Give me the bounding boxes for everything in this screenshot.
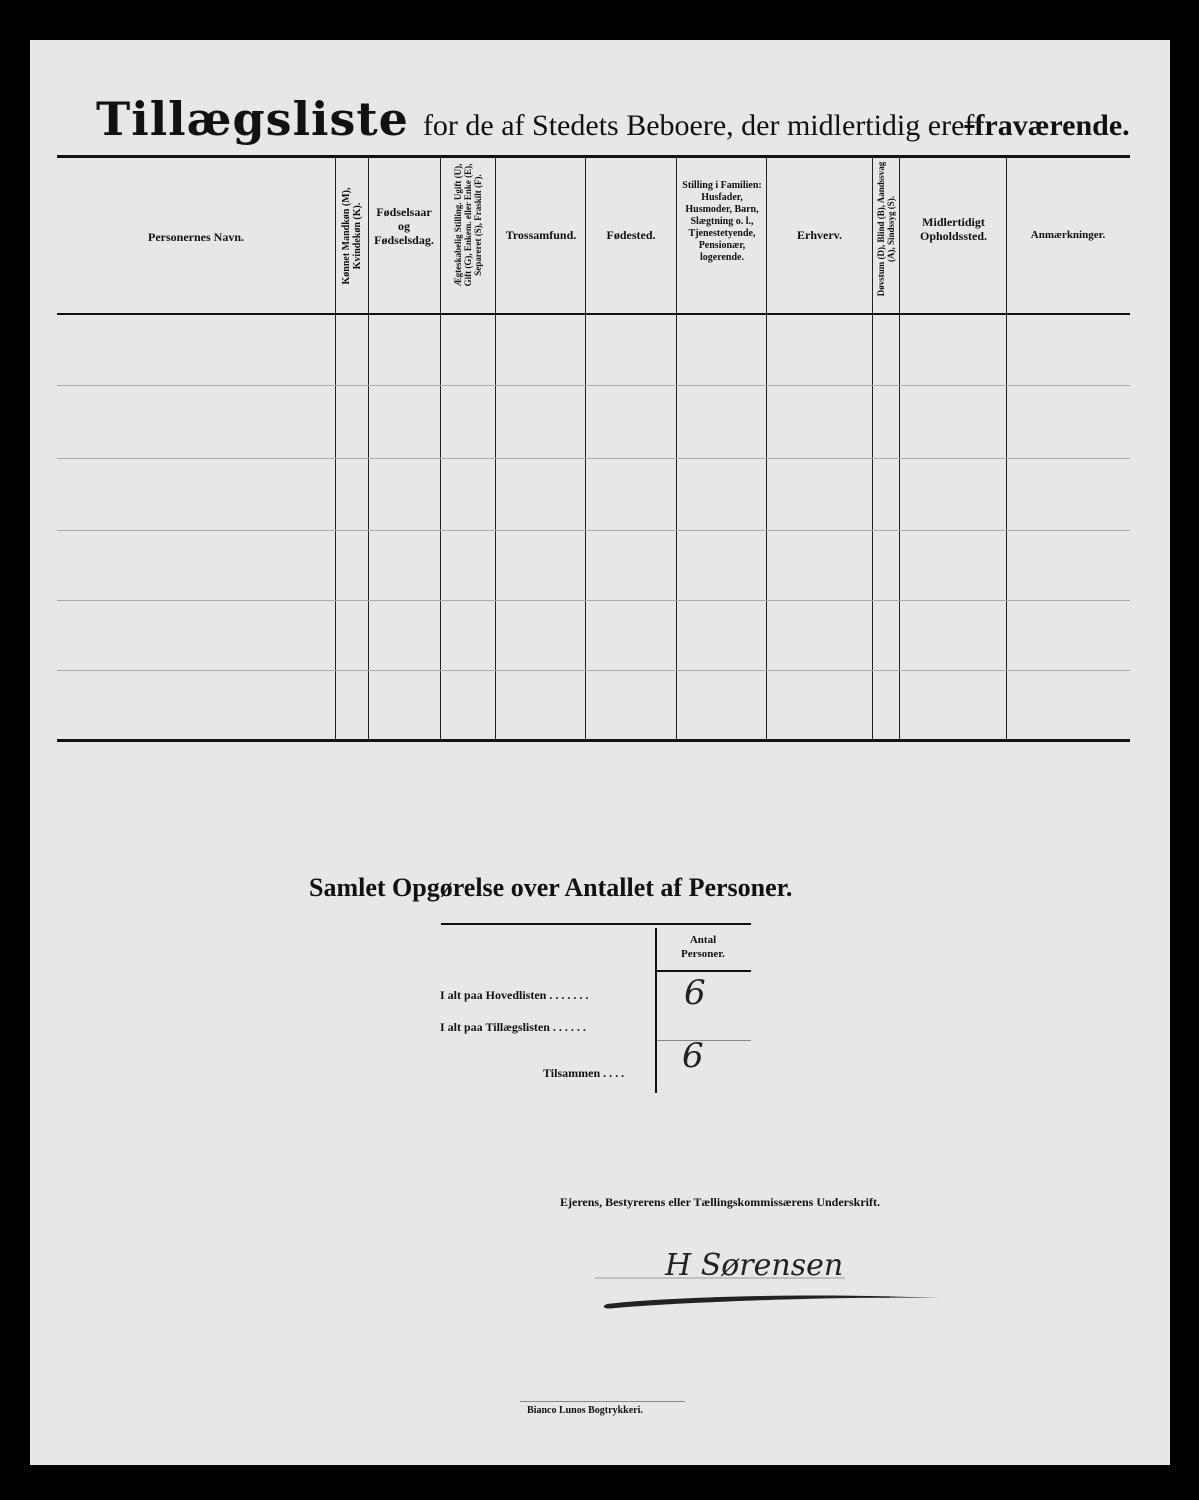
row-line (57, 458, 1130, 459)
title-end: fraværende. (974, 109, 1130, 142)
printer-rule (520, 1401, 685, 1402)
summary-title: Samlet Opgørelse over Antallet af Personer. (309, 873, 793, 902)
row-line (57, 670, 1130, 671)
header-occupation: Erhverv. (797, 228, 842, 242)
signature: H Sørensen (665, 1248, 844, 1283)
column-divider (368, 156, 369, 740)
column-divider (676, 156, 677, 740)
summary-divider (655, 928, 657, 1093)
summary-supplement-label: I alt paa Tillægslisten . . . . . . (440, 1020, 586, 1034)
summary-main-list-label: I alt paa Hovedlisten . . . . . . . (440, 988, 589, 1002)
row-line (57, 530, 1130, 531)
summary-top-rule (441, 923, 751, 925)
column-divider (872, 156, 873, 740)
row-line (57, 600, 1130, 601)
header-sex: Kønnet Mandkøn (M), Kvindekøn (K). (341, 187, 363, 285)
header-religion: Trossamfund. (505, 228, 577, 242)
title-main: Tillægsliste (96, 92, 409, 146)
column-divider (495, 156, 496, 740)
header-marital: Ægteskabelig Stilling. Ugift (U), Gift (G), Enkem. eller Enke (E), Separeret (S), Fraskilt (F). (453, 163, 483, 287)
table-bottom-rule (57, 739, 1130, 742)
header-birthplace: Fødested. (606, 228, 656, 242)
summary-header-rule (657, 970, 751, 972)
column-divider (440, 156, 441, 740)
column-divider (899, 156, 900, 740)
title-struck-letter: f (964, 109, 975, 142)
summary-total-rule (657, 1040, 751, 1041)
header-name: Personernes Navn. (148, 230, 244, 244)
census-form-page (30, 40, 1170, 1465)
row-line (57, 385, 1130, 386)
header-birth: Fødselsaar og Fødselsdag. (374, 205, 434, 247)
form-title (96, 92, 1130, 146)
summary-total-label: Tilsammen . . . . (543, 1066, 625, 1080)
column-divider (1006, 156, 1007, 740)
column-divider (585, 156, 586, 740)
title-rest: for de af Stedets Beboere, der midlertidig ereffraværende. (422, 109, 1130, 142)
header-disability: Døvstum (D), Blind (B), Aandssvag (A), Sindssyg (S). (876, 161, 896, 297)
signature-flourish (595, 1270, 955, 1315)
summary-main-list-value: 6 (684, 973, 706, 1013)
header-remarks: Anmærkninger. (1030, 229, 1106, 241)
printer-imprint: Bianco Lunos Bogtrykkeri. (527, 1405, 643, 1416)
signature-caption: Ejerens, Bestyrerens eller Tællingskommissærens Underskrift. (560, 1195, 880, 1209)
column-divider (335, 156, 336, 740)
summary-column-header: Antal Personer. (681, 934, 725, 960)
column-divider (766, 156, 767, 740)
header-family-position: Stilling i Familien: Husfader, Husmoder, Barn, Slægtning o. l., Tjenestetyende, Pensionær, logerende. (682, 180, 762, 263)
table-header-rule (57, 313, 1130, 315)
summary-total-value: 6 (682, 1036, 704, 1076)
table-top-rule (57, 155, 1130, 158)
header-temp-residence: Midlertidigt Opholdssted. (919, 215, 988, 243)
